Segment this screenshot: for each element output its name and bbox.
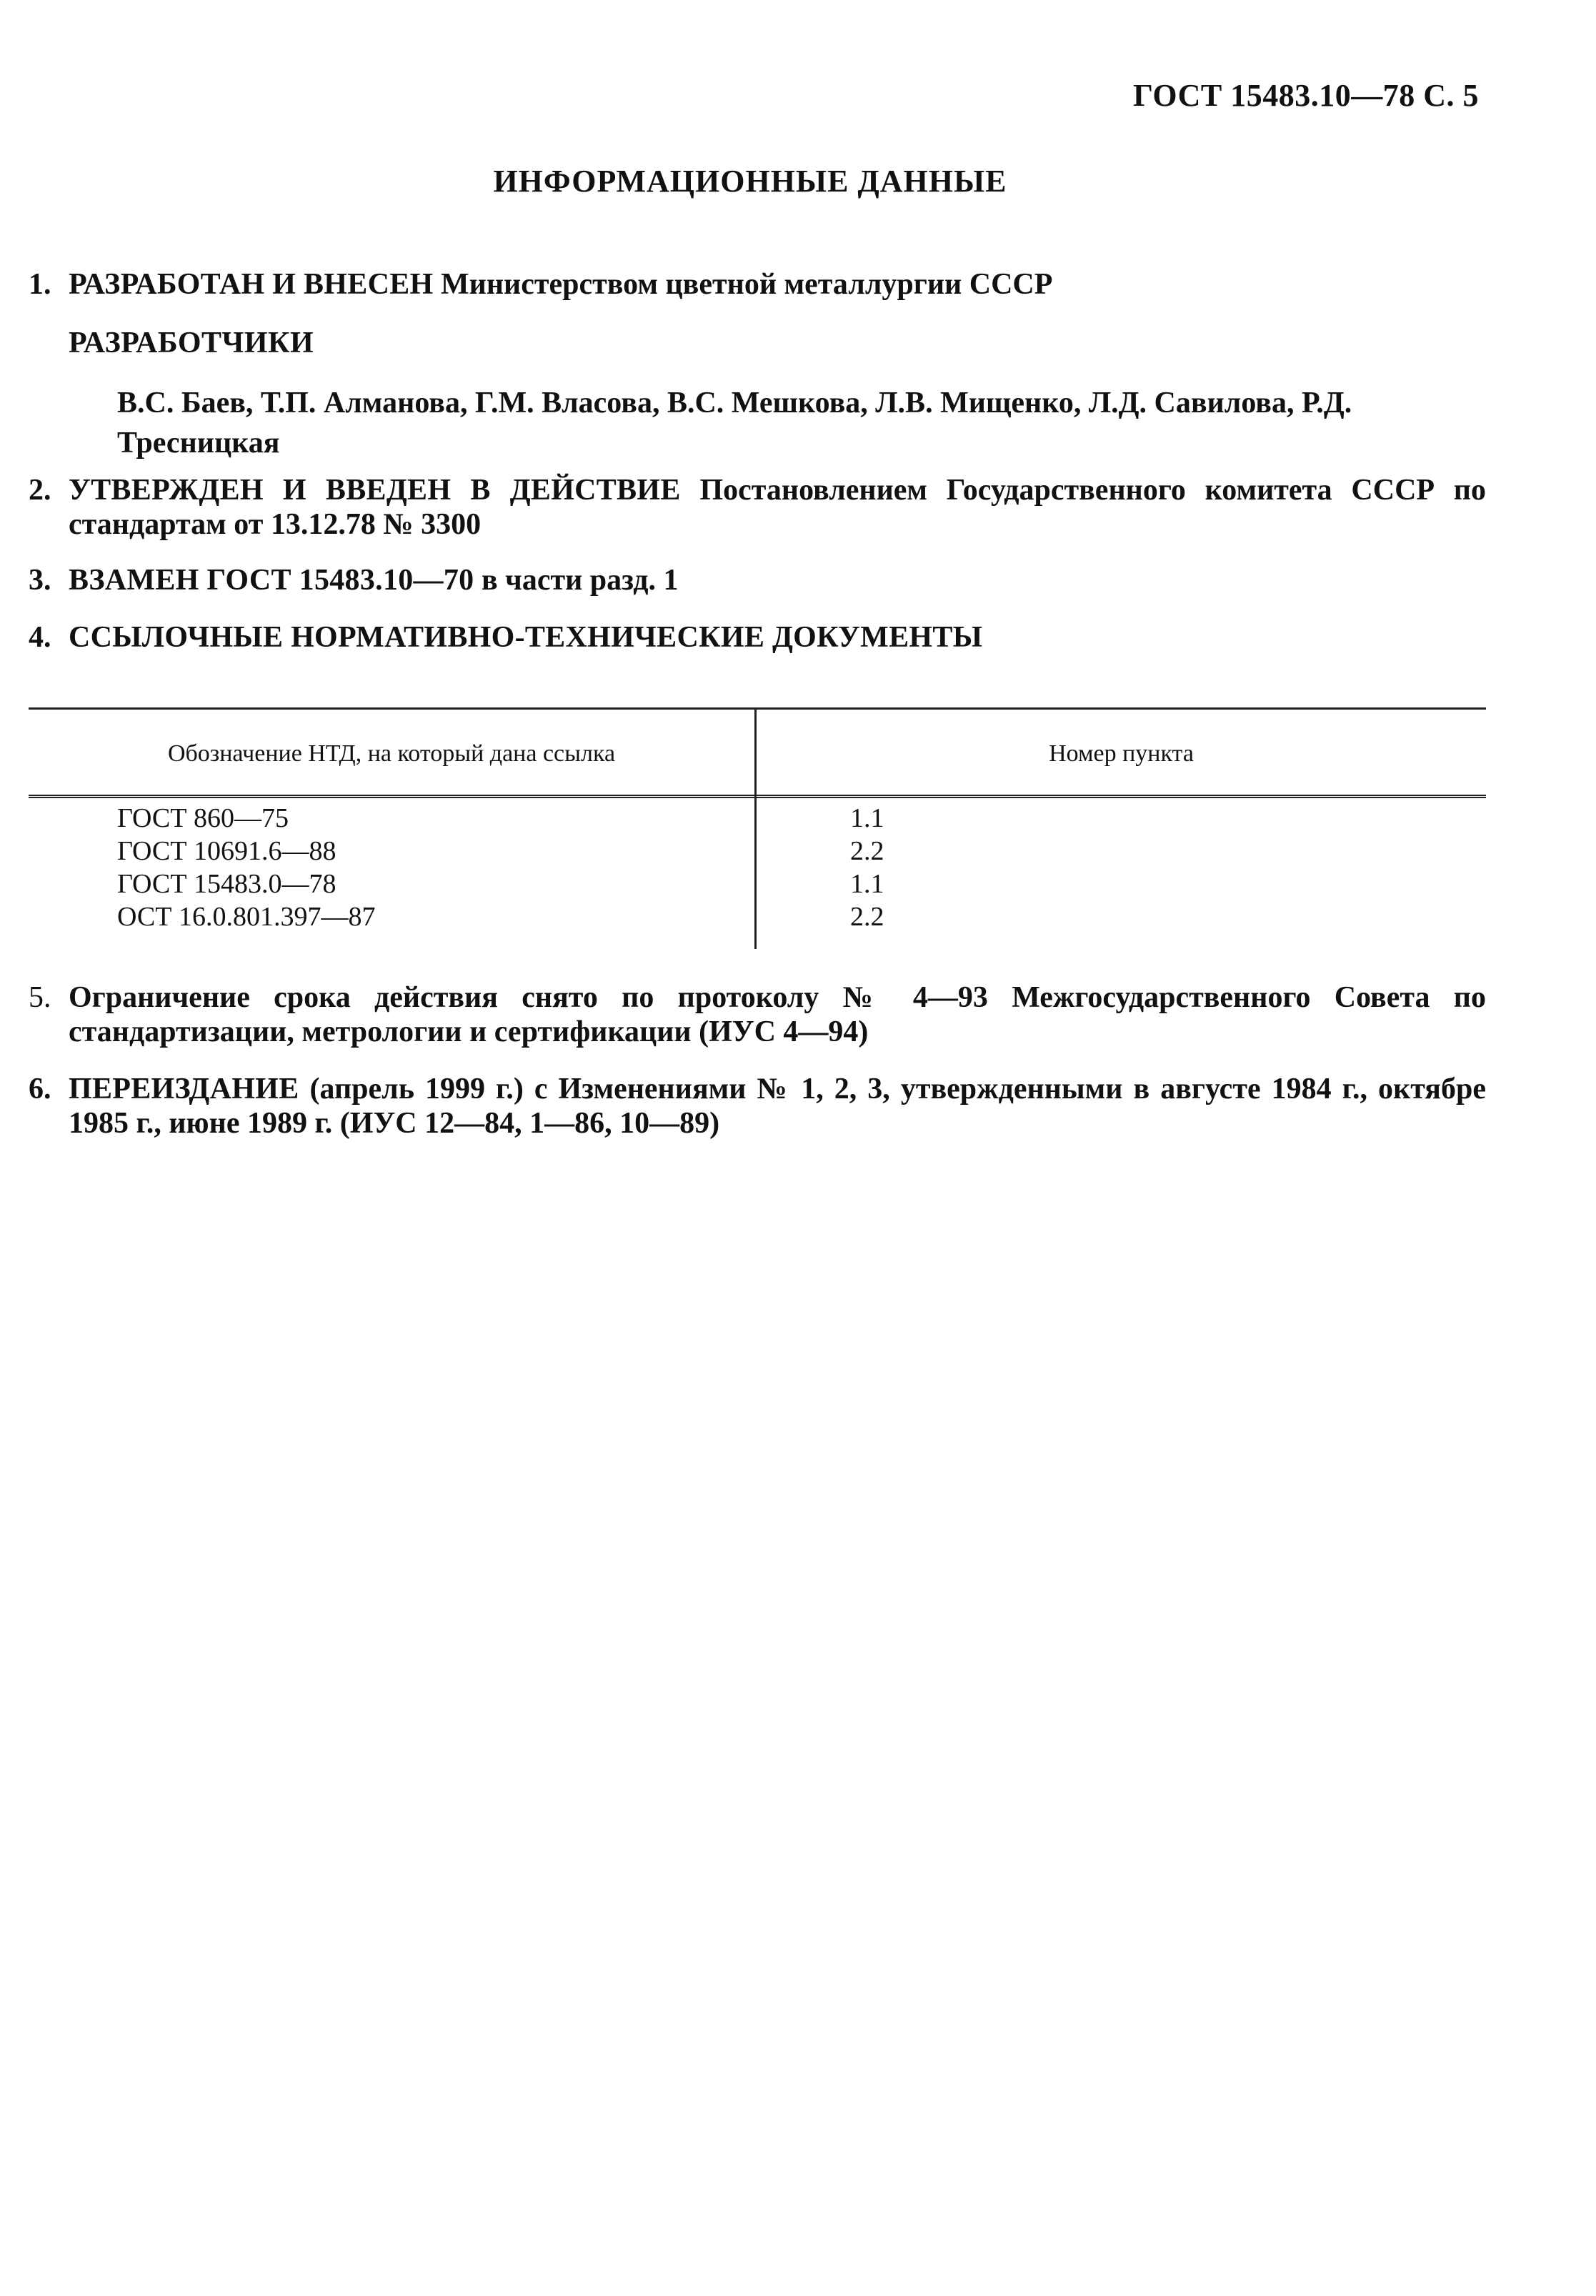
table-header-rule — [29, 795, 1486, 798]
page-header-reference: ГОСТ 15483.10—78 С. 5 — [1132, 78, 1479, 113]
table-cell-designation: ОСТ 16.0.801.397—87 — [117, 902, 376, 932]
table-cell-clause: 2.2 — [850, 902, 884, 932]
table-row — [29, 868, 1486, 900]
table-row — [29, 900, 1486, 933]
item-number: 1. — [29, 268, 51, 301]
table-body — [29, 802, 1486, 933]
item-lead: ПЕРЕИЗДАНИЕ — [69, 1073, 299, 1105]
item-lead: УТВЕРЖДЕН И ВВЕДЕН В ДЕЙСТВИЕ — [69, 474, 681, 507]
item-text: (апрель 1999 г.) с Изменениями № 1, 2, 3, утвержденными в августе 1984 г., октябре 1985 г., июне 1989 г. (ИУС 12—84, 1—86, 10—89) — [69, 1073, 1486, 1140]
table-top-rule — [29, 707, 1486, 710]
item-text: Постановлением Государственного комитета СССР по стандартам от 13.12.78 № 3300 — [69, 474, 1486, 541]
item-text: Министерством цветной металлургии СССР — [433, 268, 1053, 301]
info-item-4 — [29, 620, 1486, 655]
item-text: в части разд. 1 — [474, 564, 679, 597]
item-lead: РАЗРАБОТАН И ВНЕСЕН — [69, 268, 434, 301]
table-header-clause: Номер пункта — [1049, 740, 1194, 767]
table-row — [29, 802, 1486, 835]
info-item-5 — [29, 980, 1486, 1049]
developers-heading: РАЗРАБОТЧИКИ — [69, 327, 314, 359]
table-cell-clause: 2.2 — [850, 836, 884, 866]
item-text: Ограничение срока действия снято по протоколу № 4—93 Межгосударственного Совета по стандартизации, метрологии и сертификации (ИУС 4—94) — [69, 981, 1486, 1048]
info-item-3 — [29, 563, 1486, 597]
table-header-designation: Обозначение НТД, на который дана ссылка — [167, 740, 616, 767]
table-row — [29, 835, 1486, 868]
info-item-6 — [29, 1072, 1486, 1140]
table-cell-designation: ГОСТ 860—75 — [117, 803, 289, 833]
page-title: ИНФОРМАЦИОННЫЕ ДАННЫЕ — [493, 164, 1007, 199]
item-lead: ВЗАМЕН ГОСТ 15483.10—70 — [69, 564, 474, 597]
table-cell-designation: ГОСТ 10691.6—88 — [117, 836, 336, 866]
item-number: 6. — [29, 1073, 51, 1105]
info-item-1 — [29, 267, 1486, 302]
item-number: 2. — [29, 474, 51, 507]
info-item-2 — [29, 473, 1486, 542]
table-cell-designation: ГОСТ 15483.0—78 — [117, 869, 336, 899]
table-cell-clause: 1.1 — [850, 803, 884, 833]
developers-names: В.С. Баев, Т.П. Алманова, Г.М. Власова, В.С. Мешкова, Л.В. Мищенко, Л.Д. Савилова, Р.Д. Тресницкая — [117, 387, 1352, 459]
item-number: 3. — [29, 564, 51, 597]
table-cell-clause: 1.1 — [850, 869, 884, 899]
item-number: 4. — [29, 621, 51, 654]
item-number: 5. — [29, 981, 51, 1014]
item-lead: ССЫЛОЧНЫЕ НОРМАТИВНО-ТЕХНИЧЕСКИЕ ДОКУМЕНТЫ — [69, 621, 983, 654]
